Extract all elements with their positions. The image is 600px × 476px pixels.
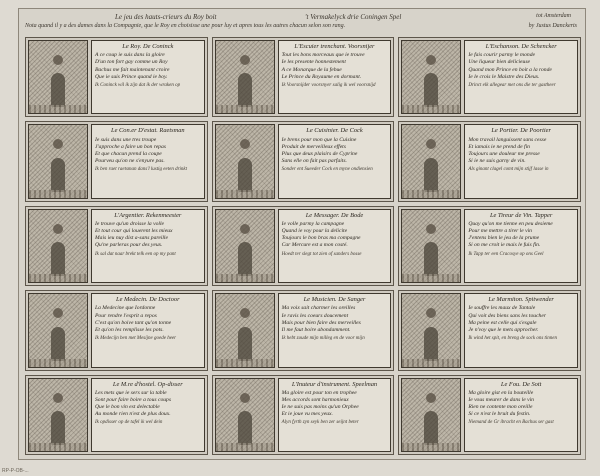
verse-panel xyxy=(278,40,392,114)
verse-line: Que le bon vin est delectable xyxy=(95,404,160,411)
verse-line: A ce coup ie suis dans la gloire xyxy=(95,52,165,59)
verse-line: Ie suis dans une tres troupe xyxy=(95,136,157,143)
verse-panel xyxy=(91,40,205,114)
card xyxy=(25,375,208,455)
dutch-note: Niemand de Gr ibracht en Bachus ser gast xyxy=(468,420,554,426)
title-dutch: 't Vermakelyck drie Coningen Spel xyxy=(305,13,402,21)
figure-body xyxy=(238,242,252,276)
engraving-illustration xyxy=(401,378,461,452)
verse-line: Qui voit des biens sans les toucher xyxy=(468,312,547,319)
figure-head xyxy=(426,224,436,234)
card-title: L'Inuteur d'instrument. Speelman xyxy=(291,380,378,388)
verse-panel xyxy=(278,293,392,367)
dutch-note: Sonder ent Sueeder Cock en myne ondiensien xyxy=(281,167,373,173)
verse-line: Je n'voy que le mets approcher. xyxy=(468,326,539,333)
verse-line: Et que chacun prend la coupe xyxy=(95,150,162,157)
card xyxy=(212,375,395,455)
verse-line: Produit de merveilleux effets xyxy=(281,143,346,150)
engraving-illustration xyxy=(215,293,275,367)
dutch-note: Hoedt ter slegt tot zien of sanders bosse xyxy=(281,251,362,257)
card-title: L'Eschanson. De Schencker xyxy=(485,43,557,50)
subtitle: Nota quand il y a des dames dans la Compagnie, que le Roy en choisisse une pour luy et apres tous les autres chacun selon son rang. xyxy=(25,23,346,29)
card-title: Le Musicien. De Sanger xyxy=(303,296,366,304)
card xyxy=(398,121,581,201)
floor-pattern xyxy=(402,359,460,367)
figure-body xyxy=(424,158,438,192)
floor-pattern xyxy=(216,443,274,451)
publisher: by Justus Danckerts xyxy=(528,23,577,29)
verse-line: Il me faut boire abondamment. xyxy=(281,326,351,333)
verse-line: Ie vous meurer de dans le vin xyxy=(468,396,534,403)
floor-pattern xyxy=(29,190,87,198)
figure-head xyxy=(53,224,63,234)
card xyxy=(25,121,208,201)
verse-line: Sans elle on fait pas parfaits. xyxy=(281,158,347,165)
verse-line: Mon travail languissent sans cesse xyxy=(468,136,547,143)
verse-line: Si ie ne suis garny de vin. xyxy=(468,158,526,165)
floor-pattern xyxy=(216,190,274,198)
verse-line: Quay qu'on me tienne en peu desieme xyxy=(468,220,553,227)
card xyxy=(212,37,395,117)
verse-line: Ma gloire est pour ton en trophee xyxy=(281,389,357,396)
engraving-illustration xyxy=(28,209,88,283)
verse-line: Ma peine est celle qui s'esgale xyxy=(468,319,537,326)
card-title: Le Medecin. De Doctoor xyxy=(116,296,180,304)
verse-panel xyxy=(464,293,578,367)
verse-line: Le Prince du Royaume en dormant. xyxy=(281,73,362,80)
verse-line: Ie volle parmy la campagne xyxy=(281,220,345,227)
figure-body xyxy=(51,242,65,276)
verse-panel xyxy=(464,209,578,283)
verse-line: Plus que deux plaisirs de Cyprine xyxy=(281,150,358,157)
verse-panel xyxy=(91,293,205,367)
floor-pattern xyxy=(402,190,460,198)
card xyxy=(25,37,208,117)
verse-line: Quand mon Prince en boit a la ronde xyxy=(468,66,552,73)
figure-body xyxy=(51,411,65,445)
place: tot Amsterdam xyxy=(536,13,571,19)
verse-line: D'un ton fort gay comme un Roy xyxy=(95,59,168,66)
figure-head xyxy=(426,393,436,403)
card-title: L'Argentier. Rekenmeester xyxy=(114,211,182,219)
verse-panel xyxy=(278,209,392,283)
verse-line: Ie le crois le Maistre des Dieux. xyxy=(468,73,540,80)
verse-line: Pour rendre l'esprit a repos xyxy=(95,312,157,319)
engraving-illustration xyxy=(28,40,88,114)
engraving-illustration xyxy=(401,209,461,283)
verse-line: Ie brens pour mon que la Cuisine xyxy=(281,136,357,143)
figure-body xyxy=(424,73,438,107)
verse-line: Et qu'on les remplisse les pots. xyxy=(95,326,164,333)
engraving-illustration xyxy=(215,124,275,198)
card xyxy=(398,375,581,455)
dutch-note: Drinct elk allegear met ons die ter gastheer xyxy=(468,82,556,88)
dutch-note: Alyn fyrth zyn seyk ben zer seijnt beter xyxy=(281,420,359,426)
verse-line: Mais pour bien faire des merveilles xyxy=(281,319,361,326)
card-title: Le Messager. De Bode xyxy=(305,211,364,219)
verse-line: Et ie joue vu mes yeux. xyxy=(281,411,333,418)
floor-pattern xyxy=(216,105,274,113)
verse-line: Qu'ne parleras pour des yeux. xyxy=(95,242,163,249)
verse-line: Tout les bons morceaux que ie trouve xyxy=(281,52,365,59)
verse-line: Au monde rien n'est de plus doux. xyxy=(95,411,171,418)
verse-line: Quand ie voy pour la delicite xyxy=(281,228,348,235)
engraving-illustration xyxy=(401,293,461,367)
verse-line: La Medecine que Iordonne xyxy=(95,305,156,312)
dutch-note: Ik sal dat naar brekt telk een op my pant xyxy=(95,251,176,257)
header xyxy=(25,13,581,39)
verse-line: J'entens bien le jeu de la prume xyxy=(468,235,540,242)
engraving-illustration xyxy=(401,124,461,198)
figure-body xyxy=(238,327,252,361)
verse-line: Et iamais ie ne prend de fin xyxy=(468,143,530,150)
engraving-illustration xyxy=(28,293,88,367)
verse-line: Sont pour faire boire a tous coups xyxy=(95,396,172,403)
card xyxy=(25,290,208,370)
floor-pattern xyxy=(402,443,460,451)
figure-head xyxy=(53,393,63,403)
engraving-illustration xyxy=(215,209,275,283)
floor-pattern xyxy=(402,274,460,282)
figure-body xyxy=(238,73,252,107)
verse-line: C'est qu'on boive tant qu'on tonne xyxy=(95,319,172,326)
verse-line: Ie les presente honnestement xyxy=(281,59,346,66)
card-title: Le Marmiton. Spitwender xyxy=(488,296,554,304)
dutch-note: Ik Coninck wil ik zijn dat ik der wraken op xyxy=(95,82,181,88)
verse-line: Bachus me fait maintenant croire xyxy=(95,66,170,73)
verse-line: Rien ne contente mon oreille xyxy=(468,404,533,411)
verse-panel xyxy=(91,124,205,198)
verse-line: Mes accords sont harmonieux xyxy=(281,396,349,403)
verse-line: Pourveu qu'on ne s'enyure pas. xyxy=(95,158,165,165)
card xyxy=(212,206,395,286)
verse-line: Ma voix sait charmer les oreilles xyxy=(281,305,356,312)
verse-panel xyxy=(91,378,205,452)
card xyxy=(398,290,581,370)
verse-panel xyxy=(278,124,392,198)
verse-line: Que ie suis Prince quand ie boy. xyxy=(95,73,168,80)
card-title: Le Cuisinier. De Cock xyxy=(306,127,363,135)
card-title: Le Con.er D'estat. Raetsman xyxy=(111,127,185,135)
verse-line: Pour me mettre a tirer le vin xyxy=(468,228,532,235)
engraving-illustration xyxy=(215,40,275,114)
verse-line: Si ce n'est le bruit du festin. xyxy=(468,411,531,418)
verse-panel xyxy=(464,40,578,114)
dutch-note: Ik opdisser op de tafel ik wel dein xyxy=(95,420,163,426)
dutch-note: Ik Tapp ter een Cracosye op ons Geel xyxy=(468,251,544,257)
verse-line: Toujours une douleur me presse xyxy=(468,150,540,157)
card xyxy=(212,290,395,370)
figure-head xyxy=(426,308,436,318)
dutch-note: Ik Medecijn ben met Mesijne goede heer xyxy=(95,336,177,341)
card-title: Le M.re d'hostel. Op-disser xyxy=(112,380,183,388)
floor-pattern xyxy=(29,359,87,367)
card-title: Le Portier. De Poortier xyxy=(491,127,551,135)
verse-line: Et tout cour qui louerent les mieux xyxy=(95,228,173,235)
card-title: L'Escuier trenchant. Voorsnijer xyxy=(294,43,375,50)
card-grid xyxy=(25,37,581,455)
verse-line: Ie ravis les coeurs doucement xyxy=(281,312,349,319)
figure-head xyxy=(240,393,250,403)
figure-body xyxy=(51,158,65,192)
figure-body xyxy=(424,411,438,445)
figure-body xyxy=(51,73,65,107)
corner-label: RP-P-OB-... xyxy=(2,468,29,474)
card xyxy=(398,37,581,117)
figure-head xyxy=(53,55,63,65)
figure-body xyxy=(238,411,252,445)
card-title: Le Fou. De Sott xyxy=(500,380,542,388)
figure-head xyxy=(240,308,250,318)
floor-pattern xyxy=(29,274,87,282)
figure-head xyxy=(240,139,250,149)
figure-head xyxy=(53,139,63,149)
figure-head xyxy=(240,55,250,65)
dutch-note: Als ginant clagel comt mijn stijf lasse in xyxy=(468,167,549,173)
dutch-note: Ik ben raet raetsman dans'l lustig eeten drinkt xyxy=(95,167,188,173)
verse-line: Les mets que ie sers sur la table xyxy=(95,389,167,396)
card xyxy=(212,121,395,201)
floor-pattern xyxy=(402,105,460,113)
verse-line: Toujours le bon bras ma compagne xyxy=(281,235,361,242)
card xyxy=(398,206,581,286)
card-title: Le Roy. De Coninck xyxy=(122,43,174,50)
floor-pattern xyxy=(216,359,274,367)
verse-panel xyxy=(464,378,578,452)
verse-line: Car Mercure est a mon costé. xyxy=(281,242,348,249)
verse-line: Ma gloire gist en la bouteille xyxy=(468,389,534,396)
figure-head xyxy=(426,139,436,149)
dutch-note: Ik hebt zoude mijn milleg en de voor mijn xyxy=(281,336,365,341)
card xyxy=(25,206,208,286)
figure-head xyxy=(53,308,63,318)
verse-line: Une liqueur bien delicieuse xyxy=(468,59,530,66)
engraving-illustration xyxy=(401,40,461,114)
verse-panel xyxy=(464,124,578,198)
verse-line: Ie ne suis pas moins qu'un Orphee xyxy=(281,404,359,411)
figure-head xyxy=(240,224,250,234)
verse-line: Si on me croit ie mais le fuis fin. xyxy=(468,242,541,249)
verse-line: Ie trouve qu'un droisse la volle xyxy=(95,220,164,227)
verse-line: Ie souffre les maux de Tantale xyxy=(468,305,536,312)
title: Le jeu des hauts-crieurs du Roy boit xyxy=(115,13,217,21)
floor-pattern xyxy=(29,443,87,451)
floor-pattern xyxy=(216,274,274,282)
verse-line: Ie fais courir parmy le monde xyxy=(468,52,535,59)
verse-line: J'approche a faire un bon repas xyxy=(95,143,166,150)
card-title: Le Tireur de Vin. Tapper xyxy=(489,211,553,219)
figure-body xyxy=(51,327,65,361)
dutch-note: Ik wind het spit, en breng de sock ons tinnen xyxy=(468,336,558,341)
figure-body xyxy=(238,158,252,192)
engraving-illustration xyxy=(28,378,88,452)
engraving-illustration xyxy=(28,124,88,198)
verse-line: A ce Monarque de la febue xyxy=(281,66,342,73)
floor-pattern xyxy=(29,105,87,113)
figure-body xyxy=(424,242,438,276)
dutch-note: Ik Voorsnijder voorsnyer salig ik wel voorsnijd xyxy=(281,82,376,88)
engraving-illustration xyxy=(215,378,275,452)
verse-line: Mais ieu nuy dist a-sans pareille xyxy=(95,235,168,242)
verse-panel xyxy=(91,209,205,283)
figure-head xyxy=(426,55,436,65)
figure-body xyxy=(424,327,438,361)
print-sheet xyxy=(18,8,586,460)
verse-panel xyxy=(278,378,392,452)
